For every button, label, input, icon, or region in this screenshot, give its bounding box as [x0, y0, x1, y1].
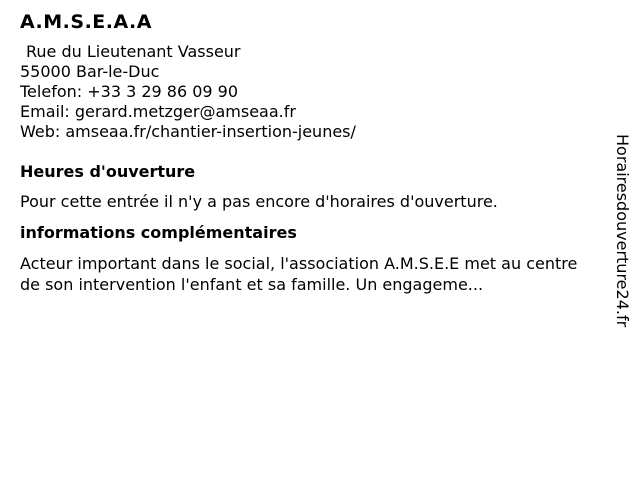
street-address: Rue du Lieutenant Vasseur	[26, 42, 241, 61]
additional-info-heading: informations complémentaires	[20, 223, 297, 242]
business-card	[20, 10, 590, 295]
city-postcode: 55000 Bar-le-Duc	[20, 62, 160, 81]
business-name: A.M.S.E.A.A	[20, 11, 152, 33]
address-block	[20, 42, 590, 142]
website-line: Web: amseaa.fr/chantier-insertion-jeunes/	[20, 122, 356, 141]
site-brand-vertical: Horairesdouverture24.fr	[613, 134, 632, 328]
opening-hours-text: Pour cette entrée il n'y a pas encore d'horaires d'ouverture.	[20, 192, 498, 211]
additional-info-text: Acteur important dans le social, l'association A.M.S.E.E met au centre de son intervention l'enfant et sa famille. Un engageme...	[20, 254, 578, 294]
phone-line: Telefon: +33 3 29 86 09 90	[20, 82, 239, 101]
email-line: Email: gerard.metzger@amseaa.fr	[20, 102, 296, 121]
opening-hours-heading: Heures d'ouverture	[20, 162, 196, 181]
